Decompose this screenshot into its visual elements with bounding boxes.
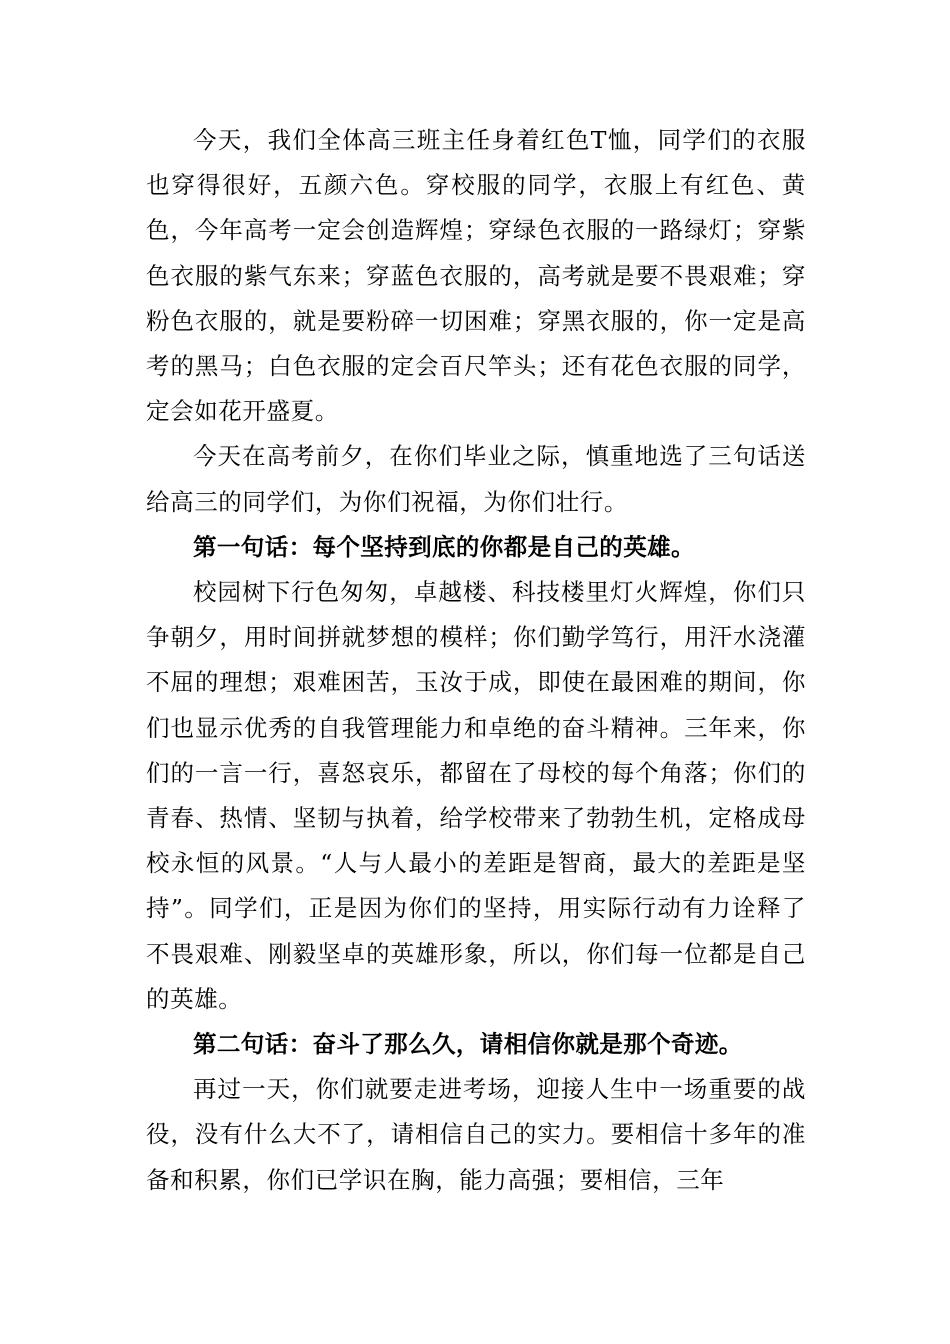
body-paragraph: 今天在高考前夕，在你们毕业之际，慎重地选了三句话送给高三的同学们，为你们祝福，为你们壮行。 (146, 442, 806, 516)
body-paragraph: 再过一天，你们就要走进考场，迎接人生中一场重要的战役，没有什么大不了，请相信自己的实力。要相信十多年的准备和积累，你们已学识在胸，能力高强；要相信，三年 (146, 1075, 806, 1194)
section-heading: 第一句话：每个坚持到底的你都是自己的英雄。 (193, 532, 695, 561)
body-paragraph: 校园树下行色匆匆，卓越楼、科技楼里灯火辉煌，你们只争朝夕，用时间拼就梦想的模样；你们勤学笃行，用汗水浇灌不屈的理想；艰难困苦，玉汝于成，即使在最困难的期间，你们也显示优秀的自我管理能力和卓绝的奋斗精神。三年来，你们的一言一行，喜怒哀乐，都留在了母校的每个角落；你们的青春、热情、坚韧与执着，给学校带来了勃勃生机，定格成母校永恒的风景。“人与人最小的差距是智商，最大的差距是坚持”。同学们，正是因为你们的坚持，用实际行动有力诠释了不畏艰难、刚毅坚卓的英雄形象，所以，你们每一位都是自己的英雄。 (146, 578, 806, 1013)
document-page (146, 118, 806, 1203)
body-paragraph: 今天，我们全体高三班主任身着红色T恤，同学们的衣服也穿得很好，五颜六色。穿校服的同学，衣服上有红色、黄色，今年高考一定会创造辉煌；穿绿色衣服的一路绿灯；穿紫色衣服的紫气东来；穿蓝色衣服的，高考就是要不畏艰难；穿粉色衣服的，就是要粉碎一切困难；穿黑衣服的，你一定是高考的黑马；白色衣服的定会百尺竿头；还有花色衣服的同学，定会如花开盛夏。 (146, 126, 806, 426)
section-heading: 第二句话：奋斗了那么久，请相信你就是那个奇迹。 (193, 1030, 743, 1059)
